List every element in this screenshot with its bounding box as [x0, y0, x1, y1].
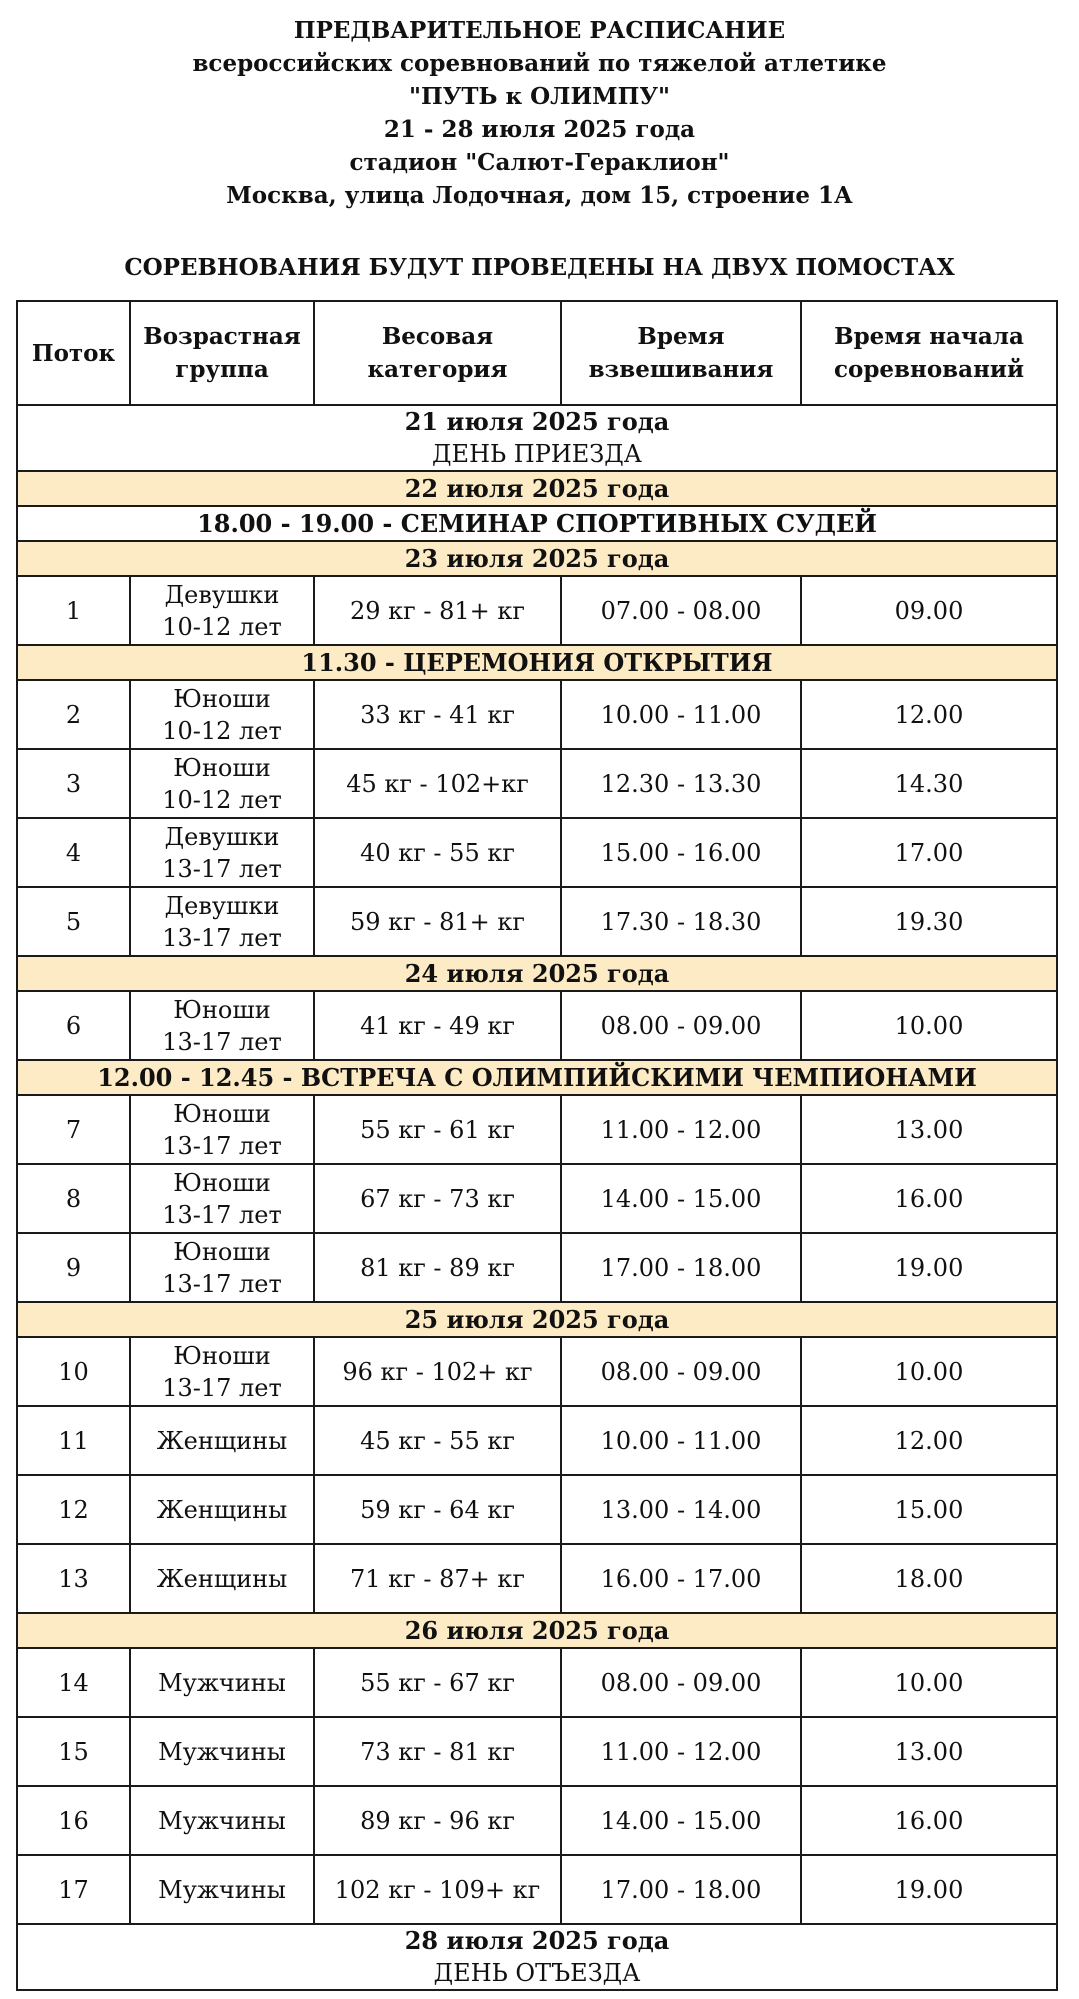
header-line-dates: 21 - 28 июля 2025 года	[383, 116, 696, 143]
event-champions-meeting: 12.00 - 12.45 - ВСТРЕЧА С ОЛИМПИЙСКИМИ ЧЕМПИОНАМИ	[17, 1060, 1057, 1095]
column-header-start-time: Время начала соревнований	[801, 301, 1057, 405]
table-row: 3 Юноши 10-12 лет 45 кг - 102+кг 12.30 - 13.30 14.30	[17, 749, 1057, 818]
header-line-venue: стадион "Салют-Гераклион"	[349, 149, 730, 176]
table-row: 4 Девушки 13-17 лет 40 кг - 55 кг 15.00 - 16.00 17.00	[17, 818, 1057, 887]
event-opening-ceremony: 11.30 - ЦЕРЕМОНИЯ ОТКРЫТИЯ	[17, 645, 1057, 680]
header-line-address: Москва, улица Лодочная, дом 15, строение 1А	[226, 182, 853, 209]
event-seminar: 18.00 - 19.00 - СЕМИНАР СПОРТИВНЫХ СУДЕЙ	[17, 506, 1057, 541]
day-band-22: 22 июля 2025 года	[17, 471, 1057, 506]
table-row: 16 Мужчины 89 кг - 96 кг 14.00 - 15.00 16.00	[17, 1786, 1057, 1855]
table-row: 17 Мужчины 102 кг - 109+ кг 17.00 - 18.00 19.00	[17, 1855, 1057, 1924]
column-header-weight-category: Весовая категория	[314, 301, 561, 405]
column-header-flow: Поток	[17, 301, 130, 405]
day-band-24: 24 июля 2025 года	[17, 956, 1057, 991]
table-row: 6 Юноши 13-17 лет 41 кг - 49 кг 08.00 - 09.00 10.00	[17, 991, 1057, 1060]
schedule-table	[16, 300, 1058, 1991]
header-line-name: "ПУТЬ к ОЛИМПУ"	[408, 83, 671, 110]
table-row: 1 Девушки 10-12 лет 29 кг - 81+ кг 07.00 - 08.00 09.00	[17, 576, 1057, 645]
day-row-departure	[17, 1924, 1057, 1990]
table-row: 2 Юноши 10-12 лет 33 кг - 41 кг 10.00 - 11.00 12.00	[17, 680, 1057, 749]
day-band-25: 25 июля 2025 года	[17, 1302, 1057, 1337]
departure-day-cell: 28 июля 2025 года ДЕНЬ ОТЪЕЗДА	[17, 1924, 1057, 1990]
table-row: 11 Женщины 45 кг - 55 кг 10.00 - 11.00 12.00	[17, 1406, 1057, 1475]
table-row: 14 Мужчины 55 кг - 67 кг 08.00 - 09.00 10.00	[17, 1648, 1057, 1717]
table-row: 7 Юноши 13-17 лет 55 кг - 61 кг 11.00 - 12.00 13.00	[17, 1095, 1057, 1164]
arrival-day-cell: 21 июля 2025 года ДЕНЬ ПРИЕЗДА	[17, 405, 1057, 471]
table-header-row	[17, 301, 1057, 405]
column-header-weigh-in-time: Время взвешивания	[561, 301, 801, 405]
header-line-event: всероссийских соревнований по тяжелой атлетике	[192, 50, 887, 77]
table-row: 10 Юноши 13-17 лет 96 кг - 102+ кг 08.00 - 09.00 10.00	[17, 1337, 1057, 1406]
day-band-23: 23 июля 2025 года	[17, 541, 1057, 576]
column-header-age-group: Возрастная группа	[130, 301, 314, 405]
table-row: 8 Юноши 13-17 лет 67 кг - 73 кг 14.00 - 15.00 16.00	[17, 1164, 1057, 1233]
table-row: 15 Мужчины 73 кг - 81 кг 11.00 - 12.00 13.00	[17, 1717, 1057, 1786]
table-row: 9 Юноши 13-17 лет 81 кг - 89 кг 17.00 - 18.00 19.00	[17, 1233, 1057, 1302]
platforms-note: СОРЕВНОВАНИЯ БУДУТ ПРОВЕДЕНЫ НА ДВУХ ПОМОСТАХ	[124, 254, 955, 281]
header-line-title: ПРЕДВАРИТЕЛЬНОЕ РАСПИСАНИЕ	[293, 17, 786, 44]
document-header	[0, 14, 1079, 212]
day-band-26: 26 июля 2025 года	[17, 1613, 1057, 1648]
day-row-arrival	[17, 405, 1057, 471]
table-row: 12 Женщины 59 кг - 64 кг 13.00 - 14.00 15.00	[17, 1475, 1057, 1544]
table-row: 5 Девушки 13-17 лет 59 кг - 81+ кг 17.30 - 18.30 19.30	[17, 887, 1057, 956]
table-row: 13 Женщины 71 кг - 87+ кг 16.00 - 17.00 18.00	[17, 1544, 1057, 1613]
